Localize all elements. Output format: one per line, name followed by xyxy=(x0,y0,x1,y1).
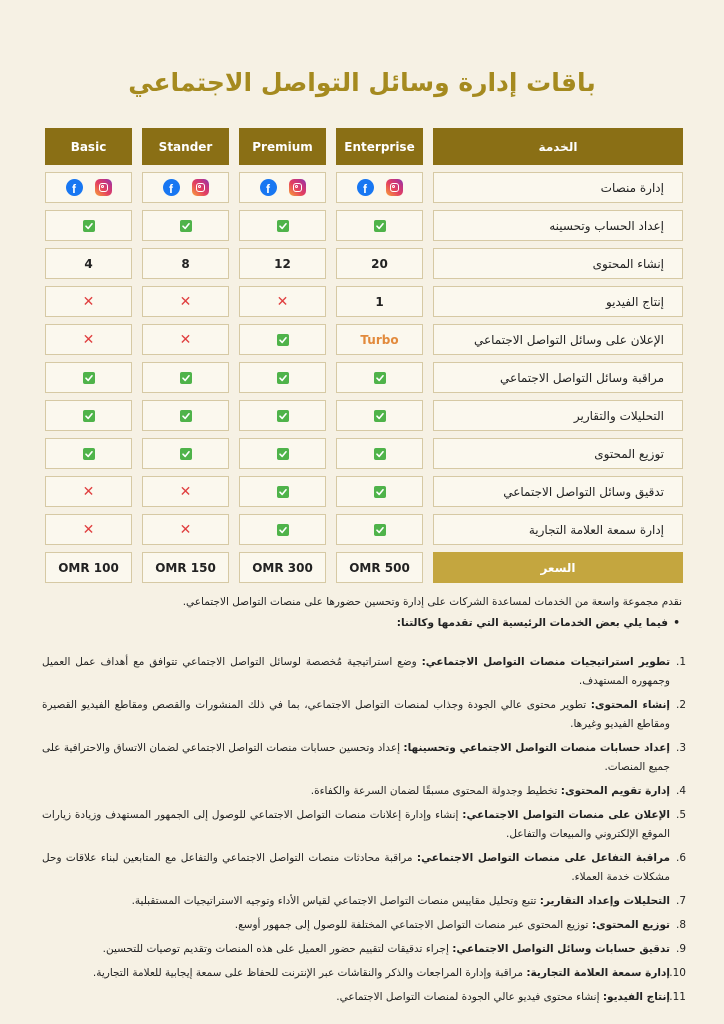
bullet-heading: • فيما يلي بعض الخدمات الرئيسية التي تقدمها وكالتنا: xyxy=(42,614,682,633)
cell-premium xyxy=(239,476,326,507)
cell-stander xyxy=(142,248,229,279)
list-number: 8. xyxy=(675,919,686,931)
list-item-text: إنشاء محتوى فيديو عالي الجودة لمنصات التواصل الاجتماعي. xyxy=(336,991,603,1003)
check-icon xyxy=(374,486,386,498)
services-list xyxy=(42,653,686,1007)
price-enterprise: 500 OMR xyxy=(336,552,423,583)
cross-icon: ✕ xyxy=(179,293,192,310)
cross-icon: ✕ xyxy=(179,521,192,538)
table-row xyxy=(40,362,683,393)
cell-enterprise xyxy=(336,248,423,279)
cell-stander xyxy=(142,400,229,431)
cell-basic xyxy=(45,248,132,279)
facebook-icon: f xyxy=(260,179,277,196)
service-name: توزيع المحتوى xyxy=(433,438,683,469)
table-row xyxy=(40,400,683,431)
pricing-table xyxy=(40,128,683,590)
check-icon xyxy=(374,448,386,460)
cross-icon: ✕ xyxy=(82,521,95,538)
cell-basic xyxy=(45,514,132,545)
list-item-text: مراقبة محادثات منصات التواصل الاجتماعي والتفاعل مع المتابعين لبناء علاقات وحل مشكلات خدمة العملاء. xyxy=(42,852,670,883)
list-item xyxy=(42,739,686,777)
cell-basic xyxy=(45,438,132,469)
list-number: 9. xyxy=(675,943,686,955)
cell-basic xyxy=(45,362,132,393)
instagram-icon xyxy=(386,179,403,196)
cell-premium xyxy=(239,400,326,431)
cell-basic xyxy=(45,400,132,431)
price-label: السعر xyxy=(433,552,683,583)
cell-premium xyxy=(239,172,326,203)
cell-basic xyxy=(45,324,132,355)
cell-stander xyxy=(142,514,229,545)
instagram-icon xyxy=(192,179,209,196)
list-item xyxy=(42,916,686,935)
cell-premium xyxy=(239,248,326,279)
list-item-title: الإعلان على منصات التواصل الاجتماعي: xyxy=(462,809,670,821)
check-icon xyxy=(374,410,386,422)
price-stander: 150 OMR xyxy=(142,552,229,583)
table-row xyxy=(40,248,683,279)
check-icon xyxy=(83,220,95,232)
list-number: 5. xyxy=(675,809,686,821)
cell-basic xyxy=(45,286,132,317)
cell-enterprise xyxy=(336,438,423,469)
check-icon xyxy=(180,448,192,460)
cell-stander xyxy=(142,362,229,393)
service-name: إدارة سمعة العلامة التجارية xyxy=(433,514,683,545)
service-name: تدقيق وسائل التواصل الاجتماعي xyxy=(433,476,683,507)
service-name: مراقبة وسائل التواصل الاجتماعي xyxy=(433,362,683,393)
list-item-text: إعداد وتحسين حسابات منصات التواصل الاجتماعي لضمان الاتساق والاحترافية على جميع المنصات. xyxy=(42,742,670,773)
list-item-text: تتبع وتحليل مقاييس منصات التواصل الاجتماعي لقياس الأداء وتوجيه الاستراتيجيات المستقبلية. xyxy=(131,895,540,907)
check-icon xyxy=(277,334,289,346)
cell-enterprise xyxy=(336,476,423,507)
list-item xyxy=(42,782,686,801)
list-number: 2. xyxy=(675,699,686,711)
check-icon xyxy=(277,372,289,384)
table-row xyxy=(40,286,683,317)
cell-stander xyxy=(142,476,229,507)
check-icon xyxy=(374,220,386,232)
check-icon xyxy=(180,410,192,422)
cell-enterprise xyxy=(336,210,423,241)
header-plan-premium: Premium xyxy=(239,128,326,165)
table-row xyxy=(40,172,683,203)
list-item xyxy=(42,806,686,844)
service-name: الإعلان على وسائل التواصل الاجتماعي xyxy=(433,324,683,355)
check-icon xyxy=(374,372,386,384)
cell-stander xyxy=(142,210,229,241)
header-service: الخدمة xyxy=(433,128,683,165)
list-item xyxy=(42,653,686,691)
check-icon xyxy=(83,410,95,422)
cross-icon: ✕ xyxy=(82,331,95,348)
header-plan-basic: Basic xyxy=(45,128,132,165)
list-item-title: إنتاج الفيديو: xyxy=(602,991,670,1003)
check-icon xyxy=(180,372,192,384)
cell-stander xyxy=(142,286,229,317)
instagram-icon xyxy=(95,179,112,196)
list-item-text: إنشاء وإدارة إعلانات منصات التواصل الاجتماعي للوصول إلى الجمهور المستهدف وزيادة زيارات الموقع الإلكتروني والمبيعات والتفاعل. xyxy=(42,809,670,840)
services-description xyxy=(42,593,686,1012)
cell-enterprise xyxy=(336,400,423,431)
list-number: 4. xyxy=(675,785,686,797)
header-plan-stander: Stander xyxy=(142,128,229,165)
cross-icon: ✕ xyxy=(82,293,95,310)
count-value: 1 xyxy=(375,294,384,309)
check-icon xyxy=(277,448,289,460)
list-item-title: إدارة سمعة العلامة التجارية: xyxy=(526,967,670,979)
table-header-row xyxy=(40,128,683,165)
list-item-text: توزيع المحتوى عبر منصات التواصل الاجتماعي المختلفة للوصول إلى جمهور أوسع. xyxy=(234,919,592,931)
cell-stander xyxy=(142,324,229,355)
cross-icon: ✕ xyxy=(179,331,192,348)
price-basic: 100 OMR xyxy=(45,552,132,583)
check-icon xyxy=(374,524,386,536)
count-value: 8 xyxy=(181,256,190,271)
list-item-title: تطوير استراتيجيات منصات التواصل الاجتماعي: xyxy=(421,656,671,668)
check-icon xyxy=(277,486,289,498)
instagram-icon xyxy=(289,179,306,196)
count-value: 12 xyxy=(274,256,291,271)
list-item xyxy=(42,964,686,983)
list-item-title: إنشاء المحتوى: xyxy=(590,699,670,711)
cell-enterprise xyxy=(336,286,423,317)
check-icon xyxy=(180,220,192,232)
cross-icon: ✕ xyxy=(276,293,289,310)
service-name: إنتاج الفيديو xyxy=(433,286,683,317)
intro-paragraph: نقدم مجموعة واسعة من الخدمات لمساعدة الشركات على إدارة وتحسين حضورها على منصات التواصل الاجتماعي. xyxy=(182,596,682,608)
service-name: إدارة منصات xyxy=(433,172,683,203)
count-value: 4 xyxy=(84,256,93,271)
facebook-icon: f xyxy=(163,179,180,196)
count-value: 20 xyxy=(371,256,388,271)
table-row xyxy=(40,438,683,469)
list-number: 10. xyxy=(669,967,686,979)
service-name: إنشاء المحتوى xyxy=(433,248,683,279)
price-row xyxy=(40,552,683,583)
list-item-text: تطوير محتوى عالي الجودة وجذاب لمنصات التواصل الاجتماعي، بما في ذلك المنشورات والقصص ومقاطع الفيديو القصيرة ومقاطع الفيديو وغيرها. xyxy=(42,699,670,730)
list-number: 7. xyxy=(675,895,686,907)
cell-enterprise xyxy=(336,362,423,393)
list-item-title: إدارة تقويم المحتوى: xyxy=(560,785,670,797)
cell-enterprise xyxy=(336,172,423,203)
list-item xyxy=(42,940,686,959)
turbo-label: Turbo xyxy=(360,332,399,347)
cell-basic xyxy=(45,476,132,507)
check-icon xyxy=(83,448,95,460)
cell-enterprise xyxy=(336,324,423,355)
cell-premium xyxy=(239,438,326,469)
facebook-icon: f xyxy=(357,179,374,196)
cell-stander xyxy=(142,172,229,203)
cross-icon: ✕ xyxy=(82,483,95,500)
service-name: إعداد الحساب وتحسينه xyxy=(433,210,683,241)
cell-premium xyxy=(239,210,326,241)
cell-stander xyxy=(142,438,229,469)
list-item-title: مراقبة التفاعل على منصات التواصل الاجتماعي: xyxy=(416,852,671,864)
cell-basic xyxy=(45,172,132,203)
table-row xyxy=(40,514,683,545)
list-item-title: تدقيق حسابات وسائل التواصل الاجتماعي: xyxy=(452,943,670,955)
header-plan-enterprise: Enterprise xyxy=(336,128,423,165)
list-number: 11. xyxy=(669,991,686,1003)
list-number: 6. xyxy=(675,852,686,864)
list-item-title: إعداد حسابات منصات التواصل الاجتماعي وتحسينها: xyxy=(403,742,670,754)
check-icon xyxy=(83,372,95,384)
price-premium: 300 OMR xyxy=(239,552,326,583)
cross-icon: ✕ xyxy=(179,483,192,500)
cell-premium xyxy=(239,286,326,317)
service-name: التحليلات والتقارير xyxy=(433,400,683,431)
list-item-text: وضع استراتيجية مُخصصة لوسائل التواصل الاجتماعي تتوافق مع أهداف عمل العميل وجمهوره المستهدف. xyxy=(42,656,670,687)
list-item-text: مراقبة وإدارة المراجعات والذكر والنقاشات عبر الإنترنت للحفاظ على سمعة إيجابية للعلامة التجارية. xyxy=(92,967,527,979)
facebook-icon: f xyxy=(66,179,83,196)
cell-premium xyxy=(239,362,326,393)
table-row xyxy=(40,476,683,507)
check-icon xyxy=(277,410,289,422)
cell-basic xyxy=(45,210,132,241)
list-number: 3. xyxy=(675,742,686,754)
list-item xyxy=(42,988,686,1007)
list-item xyxy=(42,849,686,887)
list-item xyxy=(42,696,686,734)
cell-enterprise xyxy=(336,514,423,545)
table-row xyxy=(40,324,683,355)
list-item-title: التحليلات وإعداد التقارير: xyxy=(539,895,670,907)
check-icon xyxy=(277,524,289,536)
cell-premium xyxy=(239,514,326,545)
list-number: 1. xyxy=(675,656,686,668)
list-item-text: إجراء تدقيقات لتقييم حضور العميل على هذه المنصات وتقديم توصيات للتحسين. xyxy=(102,943,453,955)
list-item-title: توزيع المحتوى: xyxy=(591,919,670,931)
cell-premium xyxy=(239,324,326,355)
list-item xyxy=(42,892,686,911)
check-icon xyxy=(277,220,289,232)
page-title: باقات إدارة وسائل التواصل الاجتماعي xyxy=(128,68,596,97)
list-item-text: تخطيط وجدولة المحتوى مسبقًا لضمان السرعة والكفاءة. xyxy=(310,785,561,797)
table-row xyxy=(40,210,683,241)
